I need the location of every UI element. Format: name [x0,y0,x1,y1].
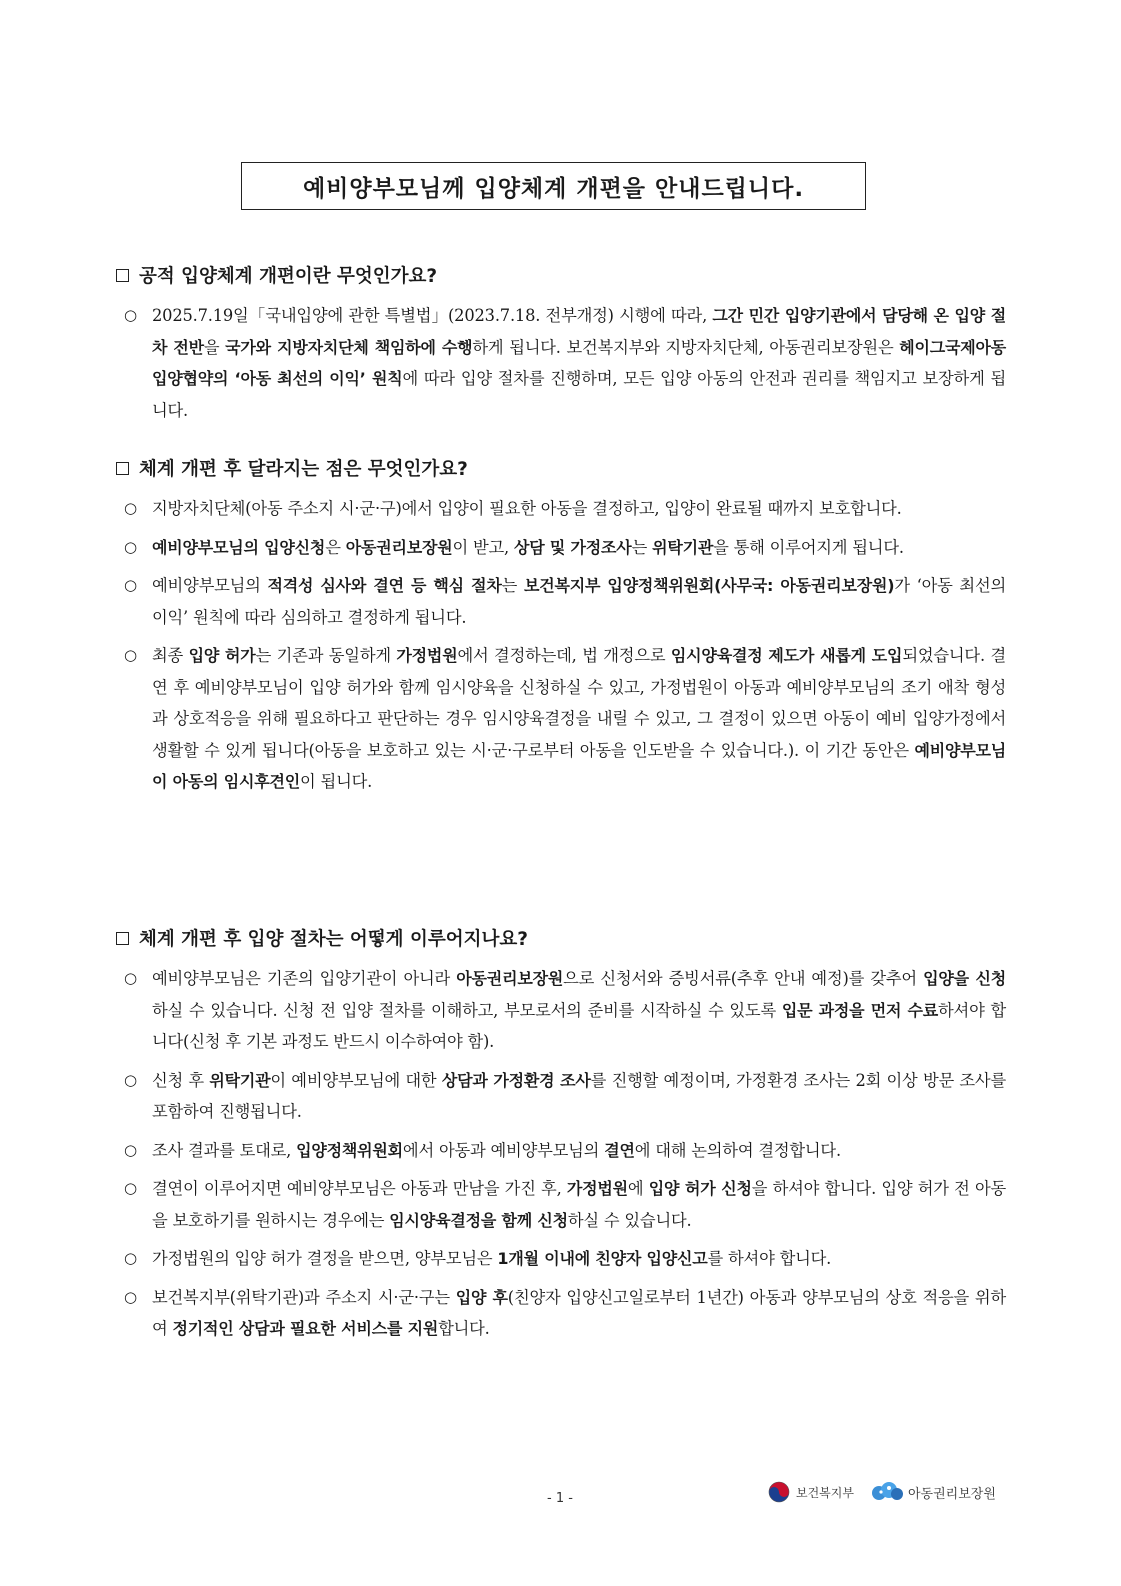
emphasis-text: 상담과 가정환경 조사 [441,1070,591,1090]
ncrc-logo-text: 아동권리보장원 [908,1486,996,1502]
list-item [116,1282,1006,1345]
body-text: 는 [631,537,653,557]
list-item [116,1135,1006,1167]
body-text: 는 [501,576,524,595]
mohw-logo-text: 보건복지부 [796,1485,854,1500]
list-item [116,570,1006,633]
emphasis-text: 입양 허가 [188,646,256,665]
circle-bullet-icon: ○ [124,576,137,594]
body-text: 이 예비양부모님에 대한 [270,1070,442,1090]
circle-bullet-icon: ○ [124,537,137,556]
circle-bullet-icon: ○ [124,306,137,324]
emphasis-text: 적격성 심사와 결연 등 핵심 절차 [267,576,502,595]
emphasis-text: 국가와 지방자치단체 책임하에 수행 [225,337,473,357]
emphasis-text: 아동권리보장원 [345,537,453,557]
circle-bullet-icon: ○ [124,1287,137,1306]
emphasis-text: 헤이그국제아동입양협약의 ‘아동 최선의 이익’ 원칙 [152,337,1007,388]
body-text: 2025.7.19일「국내입양에 관한 특별법」(2023.7.18. 전부개정) 시행에 따라, [152,306,713,325]
emphasis-text: 상담 및 가정조사 [514,537,632,557]
ncrc-logo [870,1481,996,1503]
emphasis-text: 입양 후 [455,1287,508,1307]
emphasis-text: 아동권리보장원 [456,969,564,988]
checkbox-square-icon [116,269,129,282]
body-text: 하실 수 있습니다. 신청 전 입양 절차를 이해하고, 부모로서의 준비를 시작하실 수 있도록 [152,1000,782,1020]
body-text: 가 ‘아동 최선의 이익’ 원칙에 따라 심의하고 결정하게 됩니다. [152,576,1007,627]
body-text: 이 됩니다. [300,772,373,791]
body-text: 에 [627,1179,649,1198]
body-text: 은 [325,537,346,557]
body-text: 을 [203,337,226,357]
page-title: 예비양부모님께 입양체계 개편을 안내드립니다. [241,162,866,210]
body-text: 하실 수 있습니다. [567,1210,692,1230]
body-text: 를 하셔야 합니다. [707,1249,832,1268]
body-text: 결연이 이루어지면 예비양부모님은 아동과 만남을 가진 후, [152,1179,567,1198]
emphasis-text: 위탁기관 [209,1070,271,1090]
body-text: 합니다. [438,1319,490,1338]
emphasis-text: 결연 [604,1140,635,1160]
body-text: 지방자치단체(아동 주소지 시·군·구)에서 입양이 필요한 아동을 결정하고, 입양이 완료될 때까지 보호합니다. [152,499,902,518]
emphasis-text: 위탁기관 [652,537,714,557]
body-text: 에서 결정하는데, 법 개정으로 [457,646,671,665]
body-text: 를 진행할 예정이며, 가정환경 조사는 2회 이상 방문 조사를 포함하여 진행됩니다. [152,1070,1006,1121]
section-heading [116,455,1006,481]
body-text: 으로 신청서와 증빙서류(추후 안내 예정)를 갖추어 [563,969,924,988]
emphasis-text: 입양을 신청 [923,969,1007,988]
emphasis-text: 예비양부모님이 아동의 임시후견인 [152,740,1006,791]
list-item [116,963,1006,1058]
emphasis-text: 가정법원 [396,646,458,665]
body-text: 가정법원의 입양 허가 결정을 받으면, 양부모님은 [152,1249,498,1268]
body-text: 에서 아동과 예비양부모님의 [402,1140,605,1160]
circle-bullet-icon: ○ [124,969,137,987]
checkbox-square-icon [116,462,129,475]
body-text: 을 하셔야 합니다. 입양 허가 전 아동을 보호하기를 원하시는 경우에는 [152,1179,1007,1230]
emphasis-text: 임시양육결정을 함께 신청 [389,1210,568,1230]
list-item [116,640,1006,798]
list-item [116,300,1006,426]
emphasis-text: 임시양육결정 제도가 새롭게 도입 [670,646,903,665]
section-heading [116,262,1006,288]
section-heading-text: 체계 개편 후 입양 절차는 어떻게 이루어지나요? [139,929,528,950]
body-text: 조사 결과를 토대로, [152,1140,297,1160]
list-item [116,1065,1006,1128]
body-text: 에 대해 논의하여 결정합니다. [634,1140,841,1160]
circle-bullet-icon: ○ [124,1140,137,1159]
list-item [116,532,1006,564]
emphasis-text: 가정법원 [566,1179,628,1198]
taegeuk-icon [768,1481,790,1503]
circle-bullet-icon: ○ [124,1179,137,1197]
body-text: 예비양부모님은 기존의 입양기관이 아니라 [152,969,457,988]
list-item [116,1173,1006,1236]
emphasis-text: 입양정책위원회 [296,1140,403,1160]
emphasis-text: 1개월 이내에 친양자 입양신고 [497,1249,708,1268]
circle-bullet-icon: ○ [124,1249,137,1267]
body-text: 에 따라 입양 절차를 진행하며, 모든 입양 아동의 안전과 권리를 책임지고 보장하게 됩니다. [152,369,1007,420]
emphasis-text: 보건복지부 입양정책위원회(사무국: 아동권리보장원) [523,576,895,595]
body-text: 예비양부모님의 [152,576,268,595]
section-heading-text: 체계 개편 후 달라지는 점은 무엇인가요? [139,459,468,480]
emphasis-text: 그간 민간 입양기관에서 담당해 온 입양 절차 전반 [152,306,1007,357]
emphasis-text: 예비양부모님의 입양신청 [152,537,326,557]
body-text: 하게 됩니다. 보건복지부와 지방자치단체, 아동권리보장원은 [472,337,900,357]
body-text: 는 기존과 동일하게 [255,646,397,665]
section-2 [116,455,1006,805]
section-1 [116,262,1006,433]
circle-bullet-icon: ○ [124,499,137,517]
section-3 [116,925,1006,1352]
body-text: 최종 [152,646,189,665]
body-text: 보건복지부(위탁기관)과 주소지 시·군·구는 [152,1287,456,1307]
emphasis-text: 입문 과정을 먼저 수료 [781,1000,939,1020]
body-text: 신청 후 [152,1070,210,1090]
mohw-logo [768,1481,854,1503]
circle-bullet-icon: ○ [124,646,137,664]
page-number: - 1 - [547,1491,573,1506]
body-text: 이 받고, [452,537,515,557]
emphasis-text: 입양 허가 신청 [648,1179,752,1198]
body-text: 되었습니다. 결연 후 예비양부모님이 입양 허가와 함께 임시양육을 신청하실 수 있고, 가정법원이 아동과 예비양부모님의 조기 애착 형성과 상호적응을 위해 필요하다고 판단하는 경우 임시양육결정을 내릴 수 있고, 그 결정이 있으면 아동이 예비 입양가정에서 생활할 수 있게 됩니다(아동을 보호하고 있는 시·군·구로부터 아동을 인도받을 수 있습니다.). 이 기간 동안은 [152,646,1006,760]
checkbox-square-icon [116,932,129,945]
cloud-people-icon [870,1481,904,1503]
section-heading [116,925,1006,951]
body-text: 을 통해 이루어지게 됩니다. [713,537,904,557]
emphasis-text: 정기적인 상담과 필요한 서비스를 지원 [172,1319,439,1338]
circle-bullet-icon: ○ [124,1070,137,1089]
section-heading-text: 공적 입양체계 개편이란 무엇인가요? [139,266,438,287]
list-item [116,1243,1006,1275]
body-text: 하셔야 합니다(신청 후 기본 과정도 반드시 이수하여야 함). [152,1000,1007,1051]
body-text: (친양자 입양신고일로부터 1년간) 아동과 양부모님의 상호 적응을 위하여 [152,1287,1006,1338]
list-item [116,493,1006,525]
